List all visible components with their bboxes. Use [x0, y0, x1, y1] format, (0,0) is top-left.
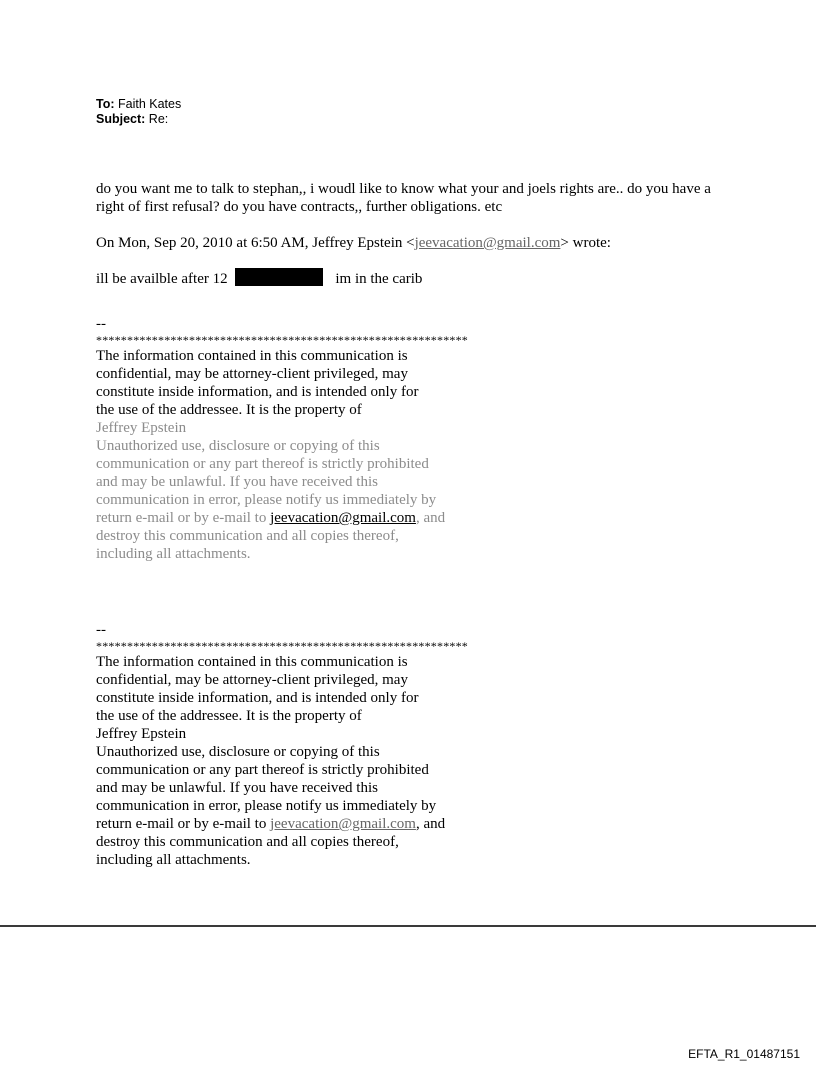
reply-before: ill be availble after 12	[96, 271, 228, 287]
disclaimer-email-suffix: , and	[415, 816, 446, 832]
message-text: do you want me to talk to stephan,, i woudl like to know what your and joels rights are.. do you have a right of first refusal? do you have contracts,, further obligations. etc	[96, 181, 711, 215]
disclaimer-line: The information contained in this communication is	[96, 348, 408, 364]
disclaimer-line: destroy this communication and all copies thereof,	[96, 528, 399, 544]
email-header	[96, 97, 181, 127]
document-id: EFTA_R1_01487151	[688, 1047, 800, 1061]
disclaimer-email-suffix: , and	[415, 510, 446, 526]
signature-block-2	[96, 621, 736, 869]
reply-after: im in the carib	[335, 271, 423, 287]
disclaimer-line	[96, 815, 496, 833]
to-line	[96, 97, 181, 112]
disclaimer-line: The information contained in this communication is	[96, 654, 408, 670]
to-value: Faith Kates	[118, 97, 182, 111]
subject-line	[96, 112, 181, 127]
signature-block-1	[96, 316, 736, 563]
disclaimer-line: constitute inside information, and is intended only for	[96, 384, 419, 400]
disclaimer-line: Jeffrey Epstein	[96, 726, 187, 742]
disclaimer-line: Unauthorized use, disclosure or copying of this	[96, 438, 380, 454]
disclaimer-email-prefix: return e-mail or by e-mail to	[96, 510, 267, 526]
email-body	[96, 180, 736, 869]
subject-value: Re:	[148, 112, 169, 126]
disclaimer-line: including all attachments.	[96, 546, 251, 562]
quote-header	[96, 234, 736, 252]
disclaimer-line: constitute inside information, and is intended only for	[96, 690, 419, 706]
disclaimer-line: communication or any part thereof is strictly prohibited	[96, 762, 429, 778]
disclaimer-line: and may be unlawful. If you have received this	[96, 474, 378, 490]
disclaimer-line: the use of the addressee. It is the property of	[96, 402, 362, 418]
disclaimer-line: confidential, may be attorney-client privileged, may	[96, 366, 408, 382]
disclaimer-email-link[interactable]: jeevacation@gmail.com	[270, 816, 416, 832]
disclaimer-line: Unauthorized use, disclosure or copying of this	[96, 744, 380, 760]
disclaimer-text	[96, 653, 496, 869]
disclaimer-line: communication or any part thereof is strictly prohibited	[96, 456, 429, 472]
quote-header-suffix: > wrote:	[560, 235, 611, 251]
disclaimer-line: confidential, may be attorney-client privileged, may	[96, 672, 408, 688]
disclaimer-text	[96, 347, 496, 563]
page-divider	[0, 925, 816, 927]
disclaimer-line: the use of the addressee. It is the property of	[96, 708, 362, 724]
signature-dashes: --	[96, 316, 106, 332]
disclaimer-email-prefix: return e-mail or by e-mail to	[96, 816, 267, 832]
disclaimer-line: destroy this communication and all copies thereof,	[96, 834, 399, 850]
disclaimer-line	[96, 509, 496, 527]
subject-label: Subject:	[96, 112, 146, 126]
to-label: To:	[96, 97, 115, 111]
disclaimer-email-link[interactable]: jeevacation@gmail.com	[270, 510, 416, 526]
redaction-box	[235, 268, 323, 286]
disclaimer-line: communication in error, please notify us immediately by	[96, 798, 437, 814]
disclaimer-line: including all attachments.	[96, 852, 251, 868]
disclaimer-line: Jeffrey Epstein	[96, 420, 187, 436]
quoted-reply	[96, 268, 736, 288]
signature-stars: ************************************************************	[96, 333, 468, 347]
disclaimer-line: and may be unlawful. If you have received this	[96, 780, 378, 796]
signature-stars: ************************************************************	[96, 639, 468, 653]
quote-email-link[interactable]: jeevacation@gmail.com	[414, 235, 561, 251]
signature-dashes: --	[96, 622, 106, 638]
disclaimer-line: communication in error, please notify us immediately by	[96, 492, 437, 508]
quote-header-prefix: On Mon, Sep 20, 2010 at 6:50 AM, Jeffrey Epstein <	[96, 235, 415, 251]
